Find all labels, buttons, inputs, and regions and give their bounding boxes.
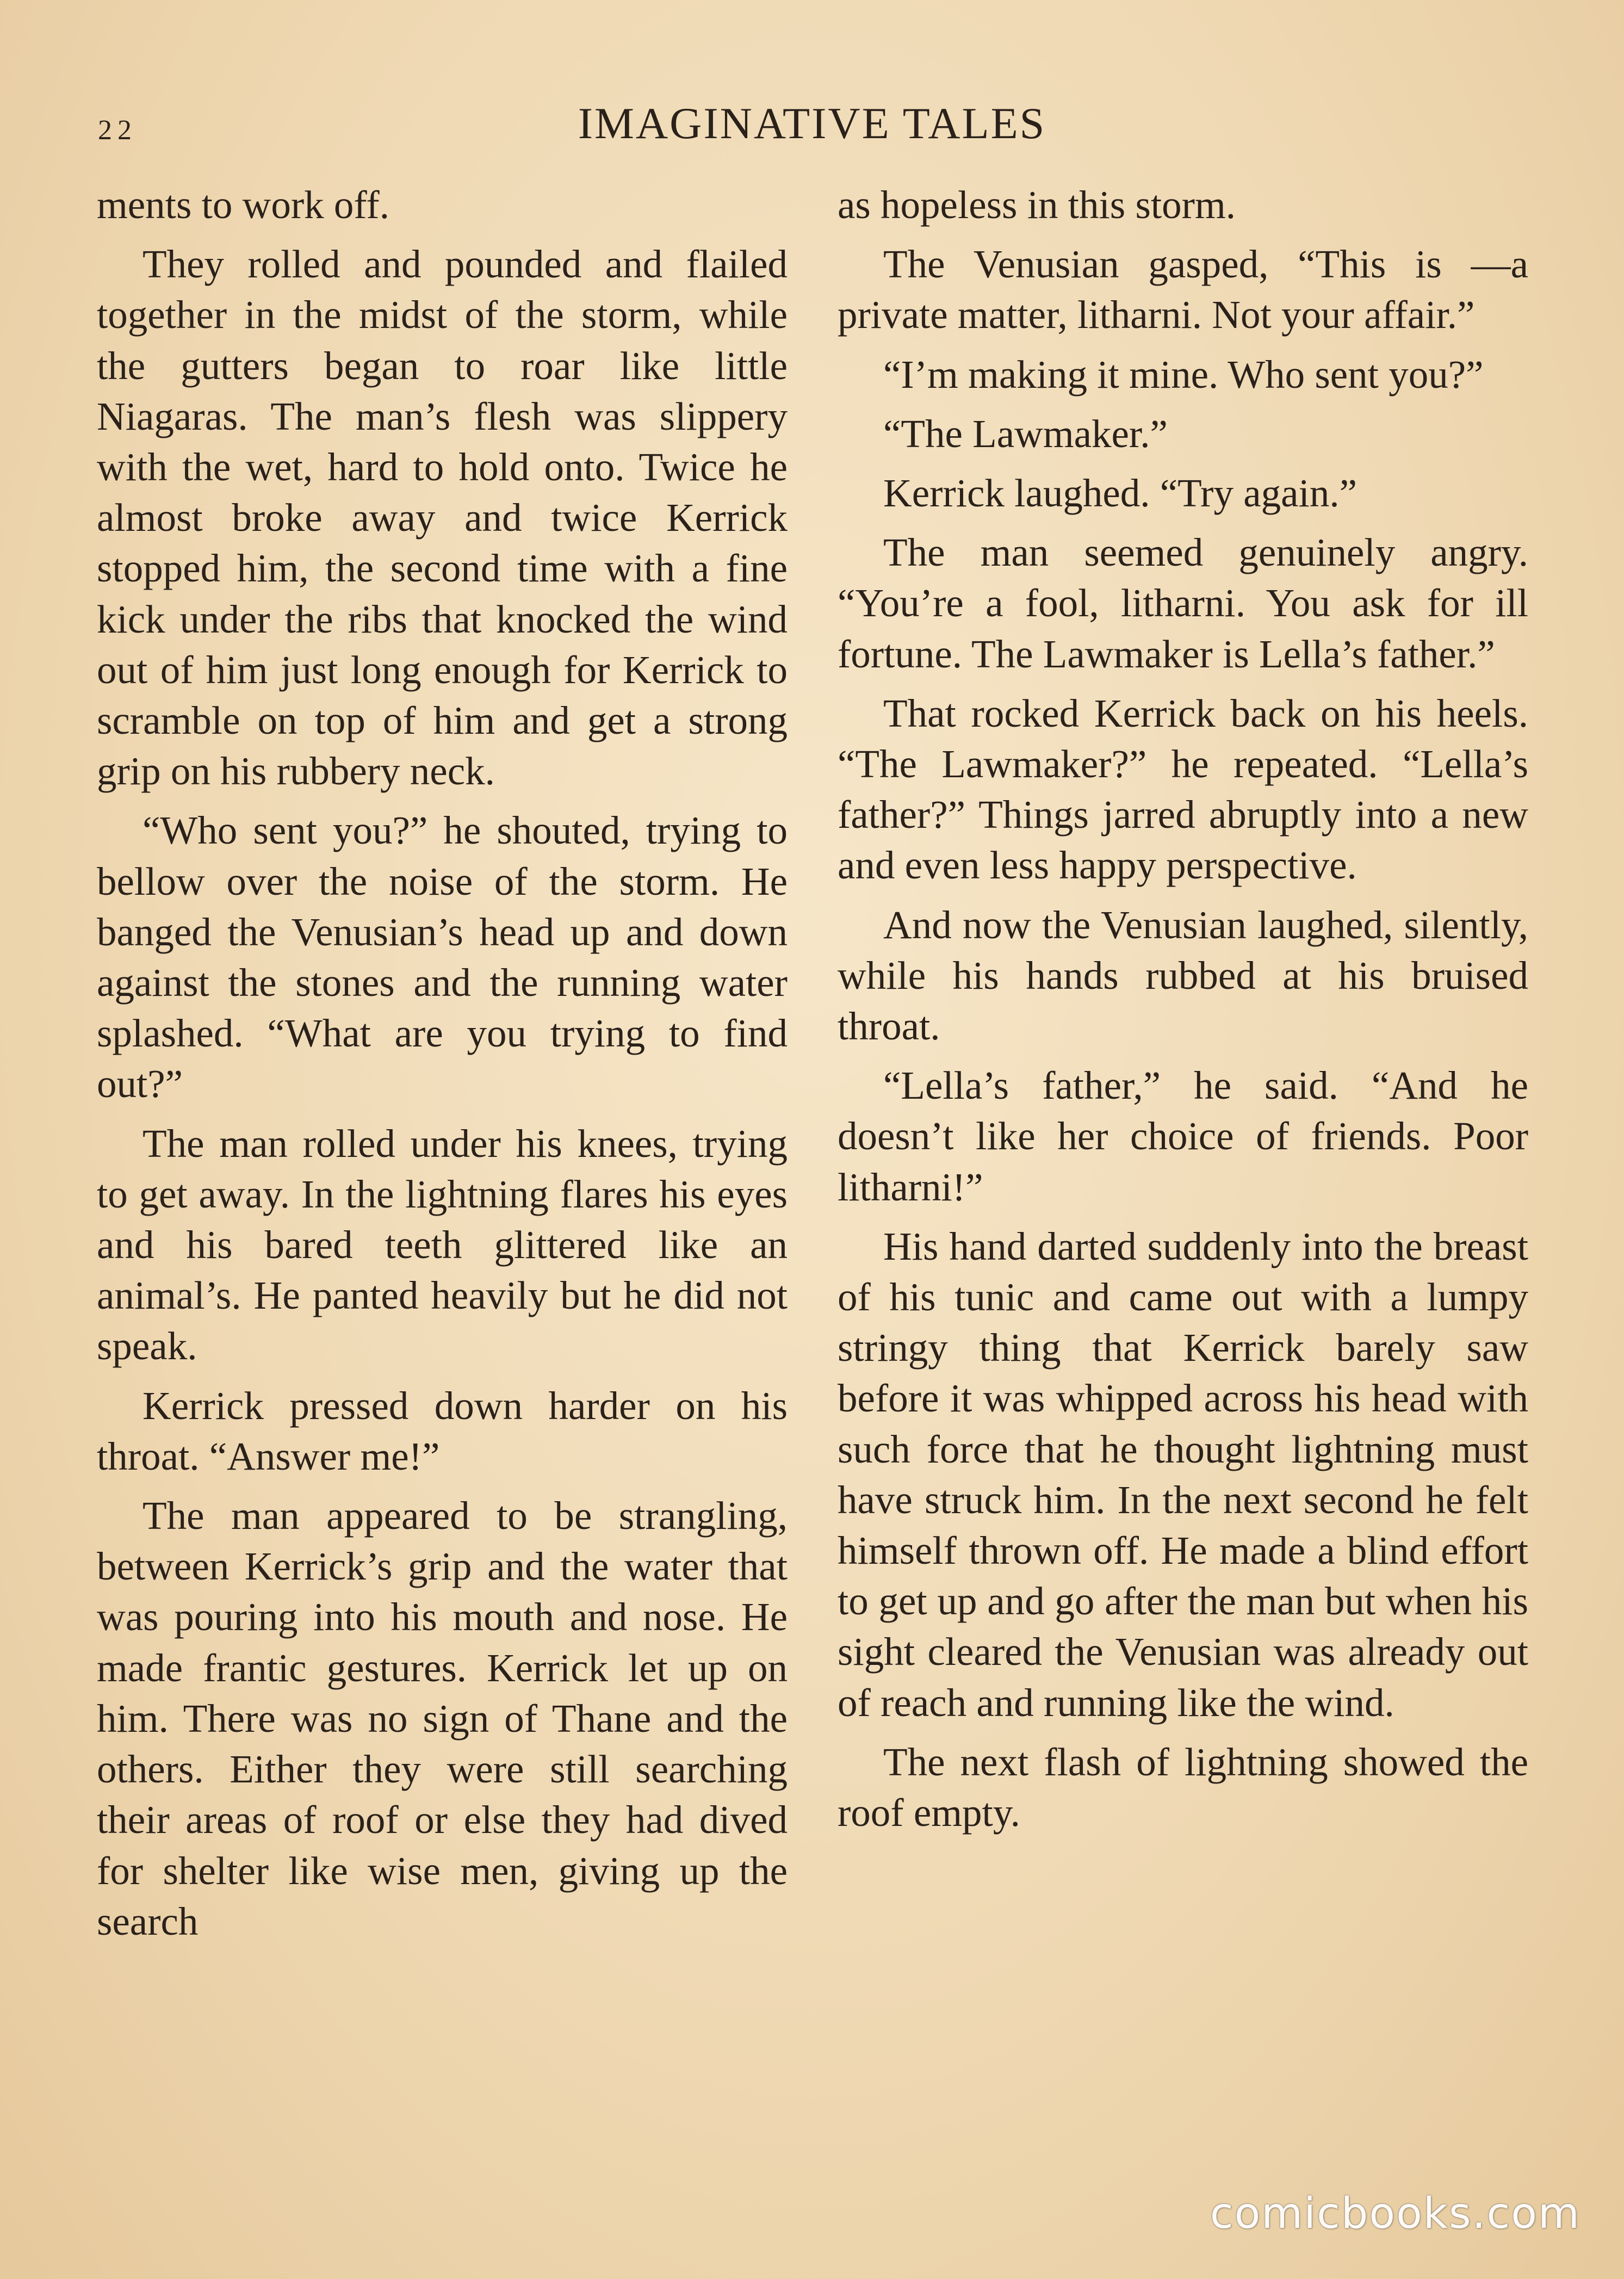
watermark: comicbooks.com — [1210, 2189, 1580, 2238]
paragraph: The man rolled under his knees, trying to get away. In the lightning flares his eyes and his bared teeth glittered like an animal’s. He panted heavily but he did not speak. — [97, 1121, 788, 1368]
paragraph: Kerrick pressed down harder on his throat. “Answer me!” — [97, 1383, 788, 1478]
running-title: IMAGINATIVE TALES — [578, 98, 1046, 148]
paragraph: They rolled and pounded and flailed together in the midst of the storm, while the gutters began to roar like little Niagaras. The man’s flesh was slippery with the wet, hard to hold onto. Twice he almost broke away and twice Kerrick stopped him, the second time with a fine kick under the ribs that knocked the wind out of him just long enough for Kerrick to scramble on top of him and get a strong grip on his rubbery neck. — [97, 242, 788, 794]
paragraph: as hopeless in this storm. — [838, 183, 1236, 227]
paragraph: The next flash of lightning showed the roof empty. — [838, 1739, 1528, 1835]
left-column — [97, 179, 788, 1955]
paragraph: The man appeared to be strangling, between Kerrick’s grip and the water that was pouring into his mouth and nose. He made frantic gestures. Kerrick let up on him. There was no sign of Thane and the others. Either they were still searching their areas of roof or else they had dived for shelter like wise men, giving up the search — [97, 1494, 788, 1943]
page-number: 22 — [98, 115, 137, 146]
paragraph: ments to work off. — [97, 183, 389, 227]
paragraph: His hand darted suddenly into the breast of his tunic and came out with a lumpy stringy thing that Kerrick barely saw before it was whipped across his head with such force that he thought lightning must have struck him. In the next second he felt himself thrown off. He made a blind effort to get up and go after the man but when his sight cleared the Venusian was already out of reach and running like the wind. — [838, 1224, 1528, 1725]
page-header — [0, 98, 1624, 163]
right-column — [838, 179, 1528, 1847]
paragraph: “I’m making it mine. Who sent you?” — [883, 352, 1484, 397]
paragraph: The Venusian gasped, “This is —a private matter, litharni. Not your affair.” — [838, 242, 1528, 337]
paragraph: That rocked Kerrick back on his heels. “The Lawmaker?” he repeated. “Lella’s father?” Things jarred abruptly into a new and even less happy perspective. — [838, 691, 1528, 888]
paragraph: “The Lawmaker.” — [883, 411, 1168, 456]
paragraph: The man seemed genuinely angry. “You’re a fool, litharni. You ask for ill fortune. The Lawmaker is Lella’s father.” — [838, 530, 1528, 676]
paragraph: Kerrick laughed. “Try again.” — [883, 471, 1357, 516]
paragraph: “Lella’s father,” he said. “And he doesn’t like her choice of friends. Poor litharni!” — [838, 1063, 1528, 1209]
paragraph: And now the Venusian laughed, silently, while his hands rubbed at his bruised throat. — [838, 902, 1528, 1049]
paragraph: “Who sent you?” he shouted, trying to bellow over the noise of the storm. He banged the Venusian’s head up and down against the stones and the running water splashed. “What are you trying to find out?” — [97, 808, 788, 1106]
